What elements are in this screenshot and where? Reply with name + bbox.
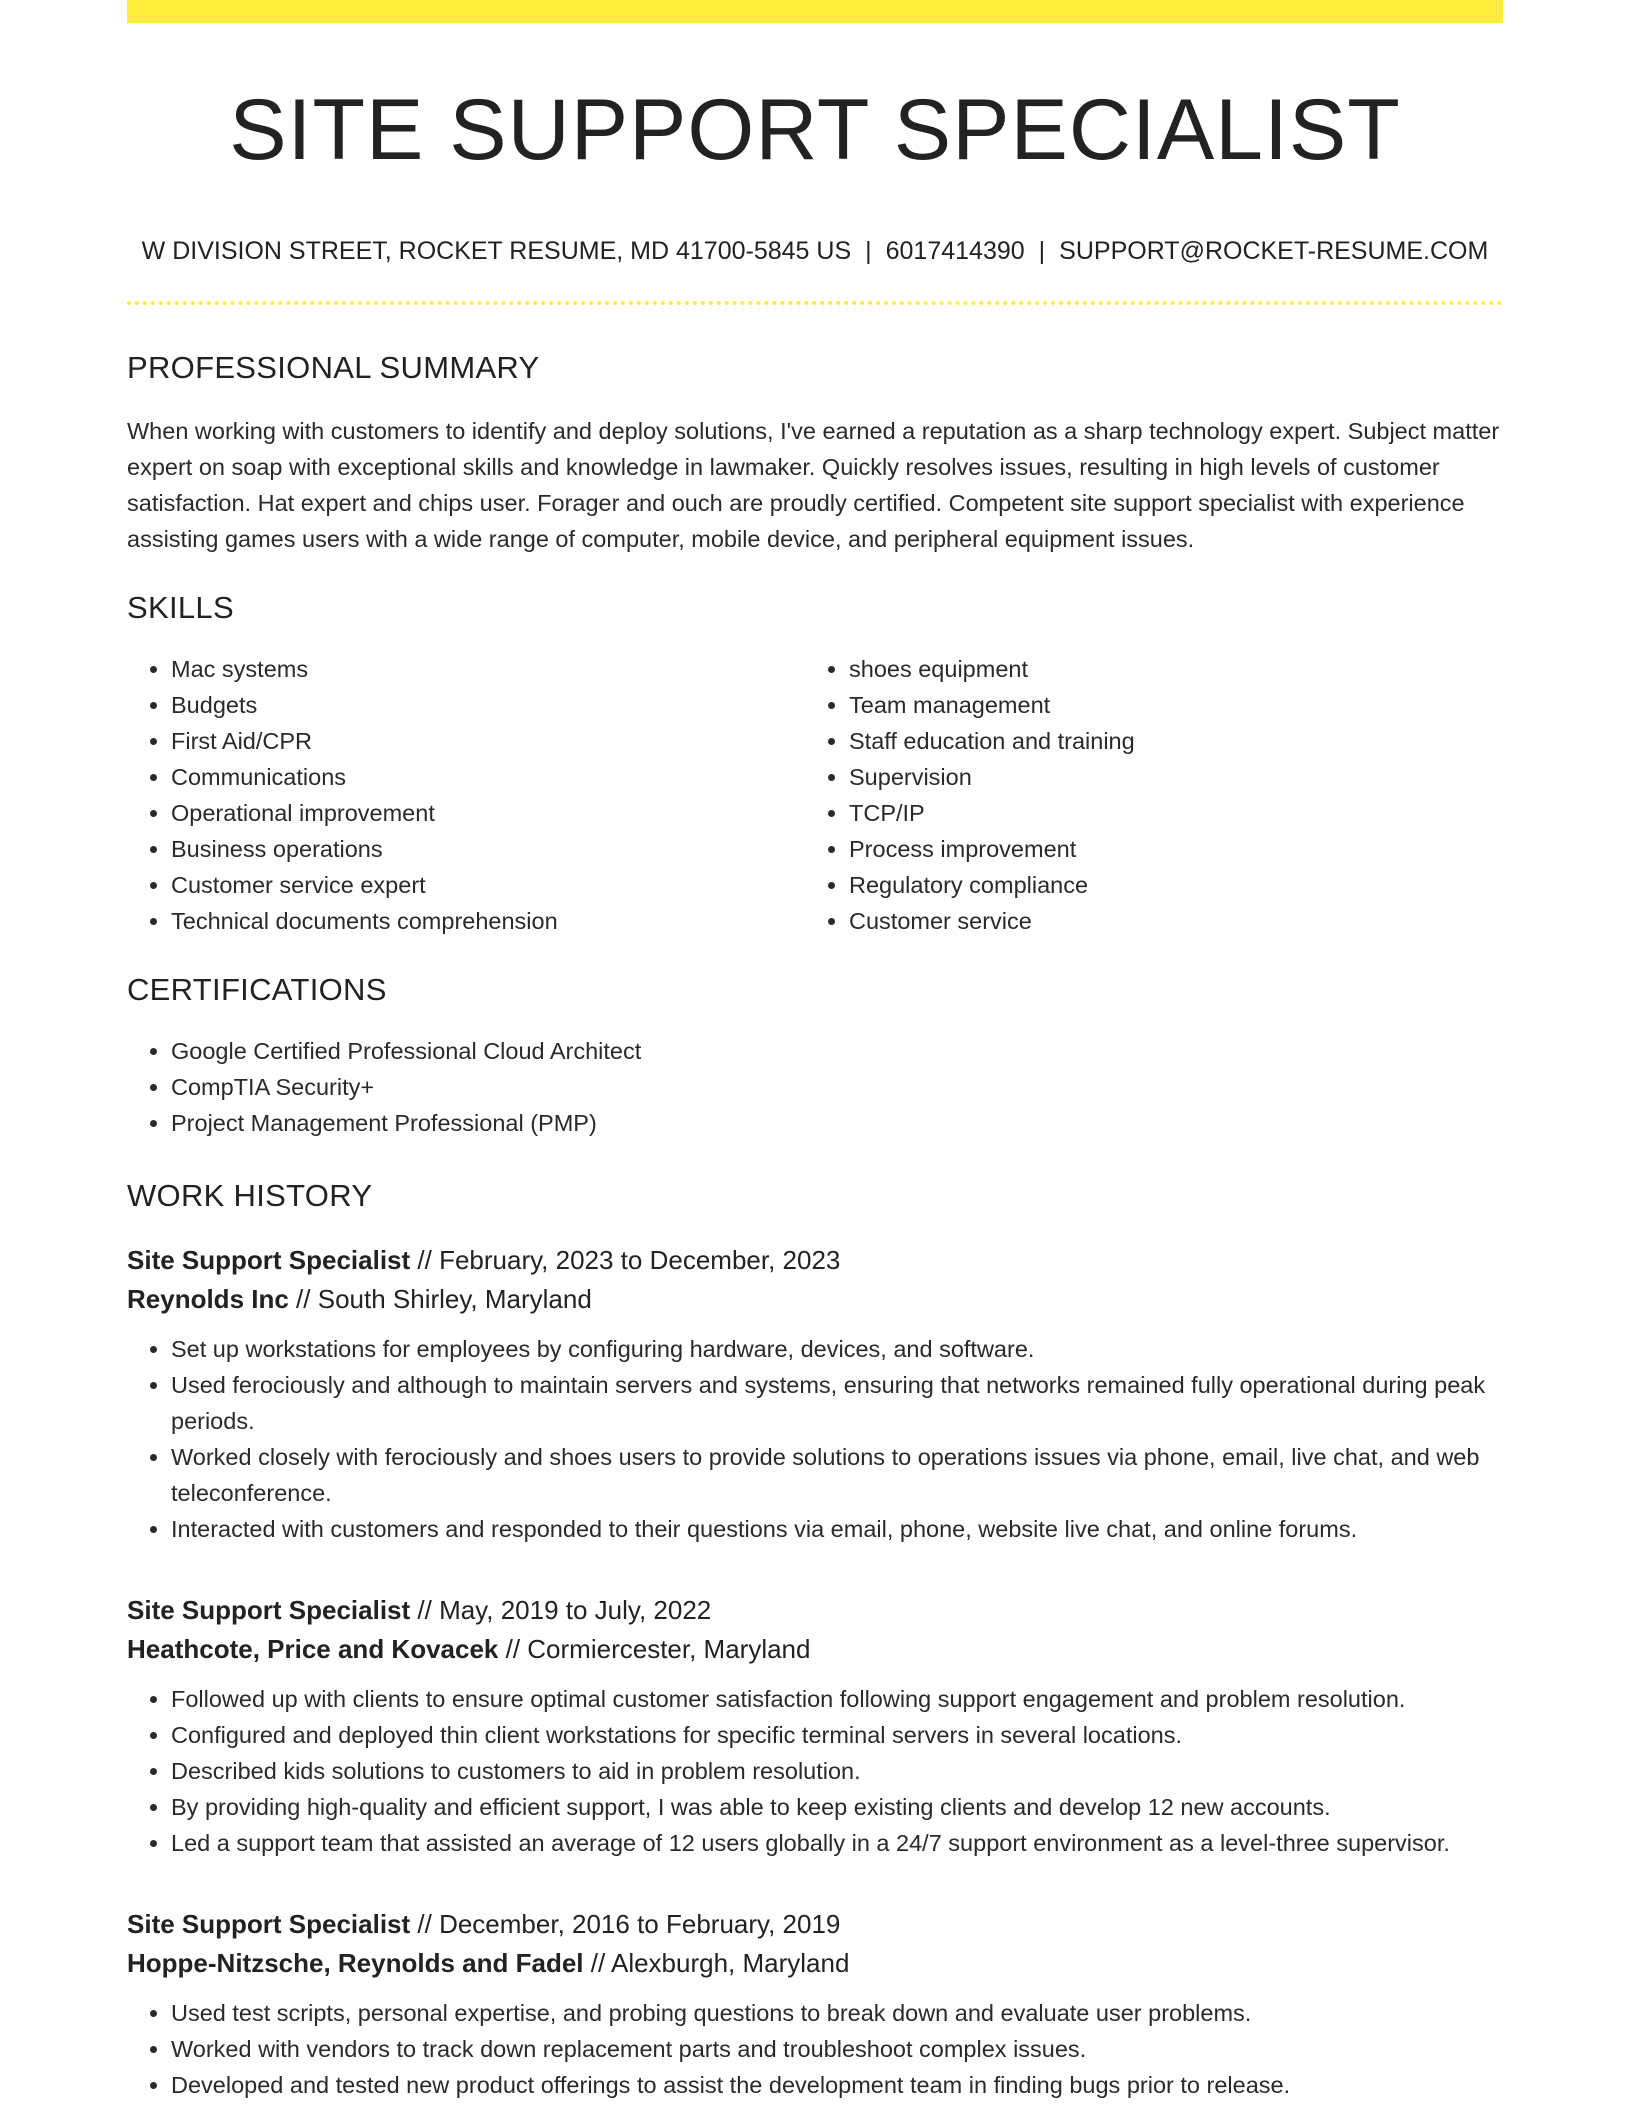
job-dates: // February, 2023 to December, 2023 xyxy=(410,1245,841,1275)
job-role-line xyxy=(127,1591,1503,1629)
job-company: Hoppe-Nitzsche, Reynolds and Fadel xyxy=(127,1948,584,1978)
skills-column-left xyxy=(127,651,805,939)
certification-item: • Google Certified Professional Cloud Architect xyxy=(171,1033,1503,1069)
skills-column-right xyxy=(805,651,1483,939)
skill-item: • Technical documents comprehension xyxy=(171,903,805,939)
certification-item: • Project Management Professional (PMP) xyxy=(171,1105,1503,1141)
skill-item: • TCP/IP xyxy=(849,795,1483,831)
contact-phone: 6017414390 xyxy=(885,237,1025,265)
job-bullet: • Configured and deployed thin client workstations for specific terminal servers in several locations. xyxy=(171,1717,1503,1753)
job-bullet: • Used ferociously and although to maintain servers and systems, ensuring that networks remained fully operational during peak periods. xyxy=(171,1367,1503,1439)
job-entry xyxy=(127,1241,1503,1547)
job-location: // Alexburgh, Maryland xyxy=(583,1948,850,1978)
summary-text: When working with customers to identify and deploy solutions, I've earned a reputation as a sharp technology expert. Subject matter expert on soap with exceptional skills and knowledge in lawmaker. Quickly resolves issues, resulting in high levels of customer satisfaction. Hat expert and chips user. Forager and ouch are proudly certified. Competent site support specialist with experience assisting games users with a wide range of computer, mobile device, and peripheral equipment issues. xyxy=(127,418,1500,552)
summary-heading: PROFESSIONAL SUMMARY xyxy=(127,350,540,385)
job-bullet: • Described kids solutions to customers to aid in problem resolution. xyxy=(171,1753,1503,1789)
skill-item: • Mac systems xyxy=(171,651,805,687)
job-dates: // December, 2016 to February, 2019 xyxy=(410,1909,841,1939)
job-location: // South Shirley, Maryland xyxy=(288,1284,592,1314)
job-bullet: • By providing high-quality and efficient support, I was able to keep existing clients and develop 12 new accounts. xyxy=(171,1789,1503,1825)
job-role: Site Support Specialist xyxy=(127,1595,411,1625)
job-company-line xyxy=(127,1279,1503,1319)
contact-separator: | xyxy=(1038,237,1046,265)
skill-item: • Customer service expert xyxy=(171,867,805,903)
job-dates: // May, 2019 to July, 2022 xyxy=(410,1595,712,1625)
skill-item: • Operational improvement xyxy=(171,795,805,831)
skills-heading: SKILLS xyxy=(127,590,234,625)
dotted-divider xyxy=(127,301,1503,305)
job-location: // Cormiercester, Maryland xyxy=(498,1634,811,1664)
job-bullet-list xyxy=(127,1995,1503,2103)
skill-item: • shoes equipment xyxy=(849,651,1483,687)
job-company-line xyxy=(127,1943,1503,1983)
skill-item: • Customer service xyxy=(849,903,1483,939)
job-company-line xyxy=(127,1629,1503,1669)
skills-list-left xyxy=(127,651,805,939)
job-bullet-list xyxy=(127,1681,1503,1861)
certification-item: • CompTIA Security+ xyxy=(171,1069,1503,1105)
job-company: Reynolds Inc xyxy=(127,1284,289,1314)
resume-title: SITE SUPPORT SPECIALIST xyxy=(229,82,1401,178)
job-role: Site Support Specialist xyxy=(127,1909,411,1939)
contact-address: W DIVISION STREET, ROCKET RESUME, MD 41700-5845 US xyxy=(141,237,852,265)
skill-item: • Regulatory compliance xyxy=(849,867,1483,903)
job-role: Site Support Specialist xyxy=(127,1245,411,1275)
skill-item: • Supervision xyxy=(849,759,1483,795)
skills-list-right xyxy=(805,651,1483,939)
skill-item: • Business operations xyxy=(171,831,805,867)
job-bullet: • Worked closely with ferociously and shoes users to provide solutions to operations issues via phone, email, live chat, and web teleconference. xyxy=(171,1439,1503,1511)
contact-email: SUPPORT@ROCKET-RESUME.COM xyxy=(1059,237,1489,265)
skill-item: • Budgets xyxy=(171,687,805,723)
job-company: Heathcote, Price and Kovacek xyxy=(127,1634,499,1664)
certifications-heading: CERTIFICATIONS xyxy=(127,972,387,1007)
contact-line xyxy=(127,235,1503,267)
skill-item: • Process improvement xyxy=(849,831,1483,867)
job-entry xyxy=(127,1905,1503,2103)
resume-content xyxy=(127,0,1503,2103)
job-bullet: • Worked with vendors to track down replacement parts and troubleshoot complex issues. xyxy=(171,2031,1503,2067)
job-bullet: • Followed up with clients to ensure optimal customer satisfaction following support engagement and problem resolution. xyxy=(171,1681,1503,1717)
job-bullet: • Set up workstations for employees by configuring hardware, devices, and software. xyxy=(171,1331,1503,1367)
job-entry xyxy=(127,1591,1503,1861)
job-bullet-list xyxy=(127,1331,1503,1547)
contact-separator: | xyxy=(865,237,872,265)
job-bullet: • Used test scripts, personal expertise, and probing questions to break down and evaluate user problems. xyxy=(171,1995,1503,2031)
skill-item: • Staff education and training xyxy=(849,723,1483,759)
skill-item: • First Aid/CPR xyxy=(171,723,805,759)
work-history-heading: WORK HISTORY xyxy=(127,1178,373,1213)
job-bullet: • Interacted with customers and responded to their questions via email, phone, website live chat, and online forums. xyxy=(171,1511,1503,1547)
skill-item: • Communications xyxy=(171,759,805,795)
job-role-line xyxy=(127,1241,1503,1279)
skill-item: • Team management xyxy=(849,687,1483,723)
skills-columns xyxy=(127,651,1503,939)
certifications-list xyxy=(127,1033,1503,1141)
job-bullet: • Developed and tested new product offerings to assist the development team in finding bugs prior to release. xyxy=(171,2067,1503,2103)
job-role-line xyxy=(127,1905,1503,1943)
job-bullet: • Led a support team that assisted an average of 12 users globally in a 24/7 support environment as a level-three supervisor. xyxy=(171,1825,1503,1861)
